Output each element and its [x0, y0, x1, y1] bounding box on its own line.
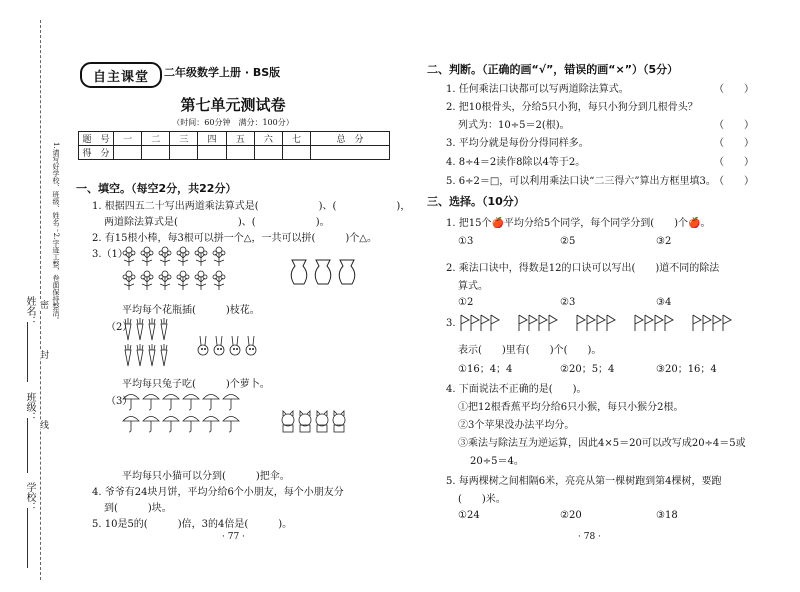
judge-q1: 1. 任何乘法口诀都可以写两道除法算式。	[446, 84, 629, 95]
judge-answer-2[interactable]: （ ）	[714, 120, 754, 131]
score-head-cell: 二	[142, 132, 170, 146]
fill-q3-1-text: 平均每个花瓶插( )枝花。	[122, 305, 260, 316]
choice-q5-opt-1[interactable]: ①24	[458, 510, 480, 521]
judge-answer-1[interactable]: （ ）	[714, 84, 754, 95]
score-head-cell: 六	[254, 132, 282, 146]
choice-q2-opt-1[interactable]: ①2	[458, 297, 474, 308]
score-head-cell: 三	[170, 132, 198, 146]
judge-q3: 3. 平均分就是每份分得同样多。	[446, 138, 589, 149]
carrots-illustration	[122, 318, 182, 368]
score-cell[interactable]	[226, 146, 254, 160]
fill-q3-3-text: 平均每只小猫可以分到( )把伞。	[122, 471, 290, 482]
fill-q3-1-label: 3.（1）	[92, 249, 128, 260]
choice-q1: 1. 把15个🍎平均分给5个同学，每个同学分到( )个🍎。	[446, 218, 711, 229]
score-head-cell: 七	[282, 132, 310, 146]
score-cell[interactable]	[142, 146, 170, 160]
choice-q2b: 算式。	[458, 281, 488, 292]
fill-q1b: 两道除法算式是( )、( )。	[104, 217, 330, 228]
score-head-cell: 总 分	[311, 132, 390, 146]
seal-word-2: 封	[38, 350, 48, 359]
seal-word-3: 线	[38, 420, 48, 429]
choice-q5b: ( )米。	[458, 494, 506, 505]
choice-q4-opt-3[interactable]: ③乘法与除法互为逆运算，因此4×5＝20可以改写成20÷4＝5或	[458, 438, 746, 449]
fill-q4a: 4. 爷爷有24块月饼，平均分给6个小朋友，每个小朋友分	[92, 487, 344, 498]
choice-q1-opt-3[interactable]: ③2	[656, 236, 672, 247]
score-header-row	[79, 132, 390, 146]
score-cell[interactable]	[254, 146, 282, 160]
class-field[interactable]	[27, 418, 28, 473]
choice-q3-opt-1[interactable]: ①16；4；4	[458, 364, 513, 375]
school-field[interactable]	[27, 508, 28, 568]
fill-q3-2-text: 平均每只兔子吃( )个萝卜。	[122, 379, 270, 390]
binding-note: 1.请写好学校、班级、姓名；2.字迹工整，卷面保持整洁。	[52, 142, 60, 324]
name-label: 姓名：	[24, 296, 35, 326]
judge-answer-3[interactable]: （ ）	[714, 138, 754, 149]
choice-q1-opt-2[interactable]: ②5	[560, 236, 576, 247]
fill-q5: 5. 10是5的( )倍，3的4倍是( )。	[92, 519, 293, 530]
umbrellas-illustration	[122, 390, 272, 450]
name-field[interactable]	[27, 322, 28, 382]
flowers-illustration	[122, 244, 262, 290]
choice-q3-text: 表示( )里有( )个( )。	[458, 345, 602, 356]
choice-q1-opt-1[interactable]: ①3	[458, 236, 474, 247]
cats-illustration	[280, 410, 350, 434]
score-row	[79, 146, 390, 160]
score-head-cell: 四	[198, 132, 226, 146]
fill-q3-3-label: （3）	[106, 396, 133, 407]
score-row-label: 得 分	[79, 146, 114, 160]
fill-q1a: 1. 根据四五二十写出两道乘法算式是( )、( )，	[92, 201, 411, 212]
choice-heading: 三、选择。（10分）	[427, 195, 525, 208]
score-cell[interactable]	[198, 146, 226, 160]
score-head-cell: 题 号	[79, 132, 114, 146]
choice-q2-opt-2[interactable]: ②3	[560, 297, 576, 308]
seal-word-1: 密	[38, 300, 48, 309]
page-number-right: · 78 ·	[578, 532, 601, 542]
fill-q3-2-label: （2）	[106, 322, 133, 333]
flags-illustration	[460, 314, 760, 334]
score-table	[78, 131, 390, 160]
judge-q2a: 2. 把10根骨头，分给5只小狗，每只小狗分到几根骨头？	[446, 102, 698, 113]
choice-q2-opt-3[interactable]: ③4	[656, 297, 672, 308]
choice-q3-opt-3[interactable]: ③20；16；4	[656, 364, 717, 375]
page-title: 第七单元测试卷	[180, 96, 286, 114]
judge-answer-5[interactable]: （ ）	[714, 176, 754, 187]
score-cell[interactable]	[114, 146, 142, 160]
page-number-left: · 77 ·	[222, 532, 245, 542]
judge-q4: 4. 8÷4＝2读作8除以4等于2。	[446, 157, 586, 168]
choice-q4-opt-1[interactable]: ①把12根香蕉平均分给6只小猴，每只小猴分2根。	[458, 402, 684, 413]
vases-illustration	[288, 258, 362, 288]
score-head-cell: 五	[226, 132, 254, 146]
judge-q2b: 列式为：10÷5＝2(根)。	[458, 120, 570, 131]
score-cell[interactable]	[282, 146, 310, 160]
score-cell[interactable]	[170, 146, 198, 160]
choice-q5a: 5. 每两棵树之间相隔6米，亮亮从第一棵树跑到第4棵树，要跑	[446, 476, 722, 487]
choice-q5-opt-2[interactable]: ②20	[560, 510, 582, 521]
choice-q4-opt-3-cont: 20÷5＝4。	[470, 456, 524, 467]
score-head-cell: 一	[114, 132, 142, 146]
fill-heading: 一、填空。（每空2分，共22分）	[76, 182, 237, 195]
grade-info: 二年级数学上册 · BS版	[164, 66, 281, 79]
fill-q4b: 到( )块。	[104, 503, 172, 514]
choice-q3-label: 3.	[446, 318, 456, 329]
brand-logo: 自主课堂	[80, 62, 162, 88]
choice-q4-opt-2[interactable]: ②3个苹果没办法平均分。	[458, 420, 575, 431]
choice-q4: 4. 下面说法不正确的是( )。	[446, 384, 587, 395]
time-score: （时间：60分钟 满分：100分）	[172, 118, 294, 127]
judge-answer-4[interactable]: （ ）	[714, 157, 754, 168]
school-label: 学校：	[24, 482, 35, 512]
choice-q2a: 2. 乘法口诀中，得数是12的口诀可以写出( )道不同的除法	[446, 263, 720, 274]
choice-q3-opt-2[interactable]: ②20；5；4	[560, 364, 615, 375]
binding-strip	[0, 0, 62, 592]
score-cell[interactable]	[311, 146, 390, 160]
choice-q5-opt-3[interactable]: ③18	[656, 510, 678, 521]
rabbits-illustration	[196, 334, 266, 360]
fill-q2: 2. 有15根小棒，每3根可以拼一个△，一共可以拼( )个△。	[92, 233, 377, 244]
judge-heading: 二、判断。（正确的画“√”，错误的画“×”）（5分）	[427, 63, 679, 76]
judge-q5: 5. 6÷2＝□，可以利用乘法口诀“二三得六”算出方框里填3。	[446, 176, 716, 187]
class-label: 班级：	[24, 392, 35, 422]
